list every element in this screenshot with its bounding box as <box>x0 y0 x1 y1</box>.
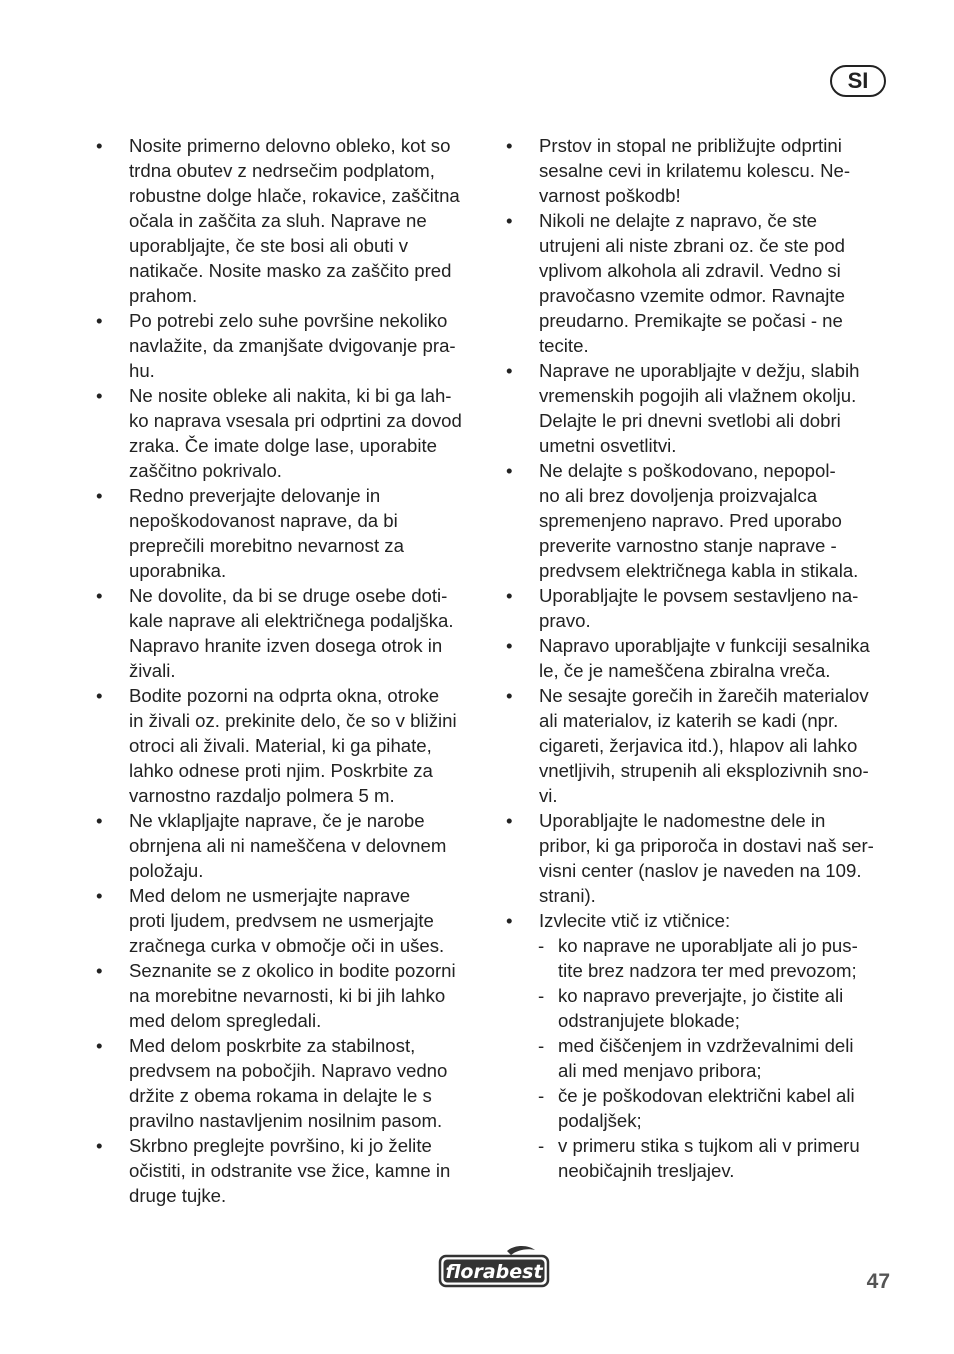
right-bullet-list <box>506 133 896 933</box>
list-item <box>506 683 896 808</box>
list-item <box>506 208 896 358</box>
text-line: zračnega curka v območje oči in ušes. <box>129 935 445 956</box>
text-line: Ne delajte s poškodovano, nepopol- <box>539 460 836 481</box>
text-line: predvsem na pobočjih. Napravo vedno <box>129 1060 448 1081</box>
left-bullet-list <box>96 133 486 1208</box>
text-line: Napravo hranite izven dosega otrok in <box>129 635 443 656</box>
bullet-marker: • <box>506 460 513 481</box>
leaf-logo-icon <box>507 1246 535 1255</box>
text-line: očistiti, in odstranite vse žice, kamne in <box>129 1160 451 1181</box>
bullet-marker: • <box>96 135 103 156</box>
text-line: navlažite, da zmanjšate dvigovanje pra- <box>129 335 456 356</box>
text-line: med čiščenjem in vzdrževalnimi deli <box>558 1035 854 1056</box>
text-line: varnostno razdaljo polmera 5 m. <box>129 785 395 806</box>
text-line: položaju. <box>129 860 204 881</box>
bullet-marker: • <box>506 210 513 231</box>
text-line: preprečili morebitno nevarnost za <box>129 535 404 556</box>
sub-list-item <box>506 933 896 983</box>
text-line: utrujeni ali niste zbrani oz. če ste pod <box>539 235 845 256</box>
text-line: vplivom alkohola ali zdravil. Vedno si <box>539 260 841 281</box>
text-line: Prstov in stopal ne približujte odprtini <box>539 135 842 156</box>
list-item <box>96 683 486 808</box>
list-item <box>506 133 896 208</box>
right-sub-list <box>506 933 896 1183</box>
text-line: preudarno. Premikajte se počasi - ne <box>539 310 843 331</box>
text-line: hu. <box>129 360 155 381</box>
text-line: Ne nosite obleke ali nakita, ki bi ga lah- <box>129 385 452 406</box>
text-line: vremenskih pogojih ali vlažnem okolju. <box>539 385 857 406</box>
text-line: obrnjena ali ni nameščena v delovnem <box>129 835 447 856</box>
text-line: Uporabljajte le nadomestne dele in <box>539 810 826 831</box>
text-line: sesalne cevi in krilatemu kolescu. Ne- <box>539 160 851 181</box>
dash-marker: - <box>538 985 545 1006</box>
text-line: Napravo uporabljajte v funkciji sesalnika <box>539 635 870 656</box>
bullet-marker: • <box>96 385 103 406</box>
text-line: neobičajnih tresljajev. <box>558 1160 735 1181</box>
list-item <box>506 358 896 458</box>
list-item <box>506 458 896 583</box>
text-line: proti ljudem, predvsem ne usmerjajte <box>129 910 434 931</box>
text-line: spremenjeno napravo. Pred uporabo <box>539 510 842 531</box>
text-line: Po potrebi zelo suhe površine nekoliko <box>129 310 448 331</box>
text-line: in živali oz. prekinite delo, če so v bližini <box>129 710 457 731</box>
bullet-marker: • <box>96 685 103 706</box>
text-line: le, če je nameščena zbiralna vreča. <box>539 660 831 681</box>
text-line: Bodite pozorni na odprta okna, otroke <box>129 685 440 706</box>
dash-marker: - <box>538 935 545 956</box>
list-item <box>506 633 896 683</box>
text-line: podaljšek; <box>558 1110 642 1131</box>
text-line: druge tujke. <box>129 1185 227 1206</box>
list-item <box>96 1133 486 1208</box>
text-line: Uporabljajte le povsem sestavljeno na- <box>539 585 859 606</box>
sub-list-item <box>506 983 896 1033</box>
list-item <box>96 133 486 308</box>
bullet-marker: • <box>506 585 513 606</box>
text-line: no ali brez dovoljenja proizvajalca <box>539 485 818 506</box>
list-item <box>96 883 486 958</box>
text-line: Izvlecite vtič iz vtičnice: <box>539 910 731 931</box>
list-item <box>96 483 486 583</box>
text-line: otroci ali živali. Material, ki ga pihate, <box>129 735 432 756</box>
text-line: pribor, ki ga priporoča in dostavi naš ser- <box>539 835 874 856</box>
text-line: Med delom ne usmerjajte naprave <box>129 885 411 906</box>
bullet-marker: • <box>506 360 513 381</box>
list-item <box>96 1033 486 1133</box>
text-line: Seznanite se z okolico in bodite pozorni <box>129 960 456 981</box>
bullet-marker: • <box>506 635 513 656</box>
florabest-logo <box>437 1245 551 1289</box>
text-line: strani). <box>539 885 596 906</box>
text-line: Ne sesajte gorečih in žarečih materialov <box>539 685 869 706</box>
bullet-marker: • <box>96 810 103 831</box>
text-line: lahko odnese proti njim. Poskrbite za <box>129 760 433 781</box>
text-line: živali. <box>129 660 176 681</box>
text-line: ko naprava vsesala pri odprtini za dovod <box>129 410 462 431</box>
text-line: kale naprave ali električnega podaljška. <box>129 610 454 631</box>
text-line: pravo. <box>539 610 591 631</box>
text-line: visni center (naslov je naveden na 109. <box>539 860 862 881</box>
text-line: robustne dolge hlače, rokavice, zaščitna <box>129 185 460 206</box>
sub-list-item <box>506 1133 896 1183</box>
text-line: na morebitne nevarnosti, ki bi jih lahko <box>129 985 446 1006</box>
text-line: zraka. Če imate dolge lase, uporabite <box>129 435 438 456</box>
bullet-marker: • <box>506 135 513 156</box>
text-line: tite brez nadzora ter med prevozom; <box>558 960 857 981</box>
list-item <box>506 808 896 908</box>
text-line: Med delom poskrbite za stabilnost, <box>129 1035 416 1056</box>
text-line: vnetljivih, strupenih ali eksplozivnih sno- <box>539 760 869 781</box>
bullet-marker: • <box>506 685 513 706</box>
bullet-marker: • <box>96 1135 103 1156</box>
text-line: Delajte le pri dnevni svetlobi ali dobri <box>539 410 841 431</box>
list-item <box>96 808 486 883</box>
bullet-marker: • <box>96 310 103 331</box>
bullet-marker: • <box>96 585 103 606</box>
text-line: med delom spregledali. <box>129 1010 322 1031</box>
text-line: ali med menjavo pribora; <box>558 1060 762 1081</box>
dash-marker: - <box>538 1085 545 1106</box>
text-line: ko napravo preverjajte, jo čistite ali <box>558 985 844 1006</box>
text-line: očala in zaščita za sluh. Naprave ne <box>129 210 427 231</box>
sub-list-item <box>506 1083 896 1133</box>
text-line: predvsem električnega kabla in stikala. <box>539 560 859 581</box>
text-line: Skrbno preglejte površino, ki jo želite <box>129 1135 432 1156</box>
page-number: 47 <box>866 1270 890 1293</box>
text-line: Nikoli ne delajte z napravo, če ste <box>539 210 818 231</box>
text-line: Naprave ne uporabljajte v dežju, slabih <box>539 360 860 381</box>
text-line: Redno preverjajte delovanje in <box>129 485 381 506</box>
text-line: Ne dovolite, da bi se druge osebe doti- <box>129 585 448 606</box>
text-line: odstranjujete blokade; <box>558 1010 740 1031</box>
text-line: držite z obema rokama in delajte le s <box>129 1085 432 1106</box>
text-line: ali materialov, iz katerih se kadi (npr. <box>539 710 839 731</box>
bullet-marker: • <box>96 1035 103 1056</box>
text-line: nepoškodovanost naprave, da bi <box>129 510 398 531</box>
bullet-marker: • <box>96 485 103 506</box>
list-item <box>506 583 896 633</box>
sub-list-item <box>506 1033 896 1083</box>
right-column <box>506 133 896 1183</box>
left-column <box>96 133 486 1208</box>
text-line: tecite. <box>539 335 589 356</box>
text-line: umetni osvetlitvi. <box>539 435 677 456</box>
text-line: v primeru stika s tujkom ali v primeru <box>558 1135 860 1156</box>
list-item <box>96 583 486 683</box>
bullet-marker: • <box>506 810 513 831</box>
dash-marker: - <box>538 1035 545 1056</box>
language-badge: SI <box>830 65 886 97</box>
text-line: zaščitno pokrivalo. <box>129 460 282 481</box>
list-item <box>506 908 896 933</box>
text-line: pravilno nastavljenim nosilnim pasom. <box>129 1110 443 1131</box>
text-line: prahom. <box>129 285 198 306</box>
text-line: pravočasno vzemite odmor. Ravnajte <box>539 285 845 306</box>
text-line: ko naprave ne uporabljate ali jo pus- <box>558 935 858 956</box>
text-line: natikače. Nosite masko za zaščito pred <box>129 260 452 281</box>
list-item <box>96 308 486 383</box>
text-line: uporabljajte, če ste bosi ali obuti v <box>129 235 409 256</box>
text-line: varnost poškodb! <box>539 185 681 206</box>
bullet-marker: • <box>96 960 103 981</box>
list-item <box>96 958 486 1033</box>
bullet-marker: • <box>96 885 103 906</box>
text-line: preverite varnostno stanje naprave - <box>539 535 837 556</box>
text-line: trdna obutev z nedrsečim podplatom, <box>129 160 435 181</box>
bullet-marker: • <box>506 910 513 931</box>
text-line: če je poškodovan električni kabel ali <box>558 1085 855 1106</box>
text-line: cigareti, žerjavica itd.), hlapov ali lahko <box>539 735 858 756</box>
dash-marker: - <box>538 1135 545 1156</box>
logo-text: florabest <box>445 1261 543 1283</box>
text-line: vi. <box>539 785 558 806</box>
text-line: Ne vklapljajte naprave, če je narobe <box>129 810 425 831</box>
text-line: uporabnika. <box>129 560 227 581</box>
list-item <box>96 383 486 483</box>
text-line: Nosite primerno delovno obleko, kot so <box>129 135 451 156</box>
